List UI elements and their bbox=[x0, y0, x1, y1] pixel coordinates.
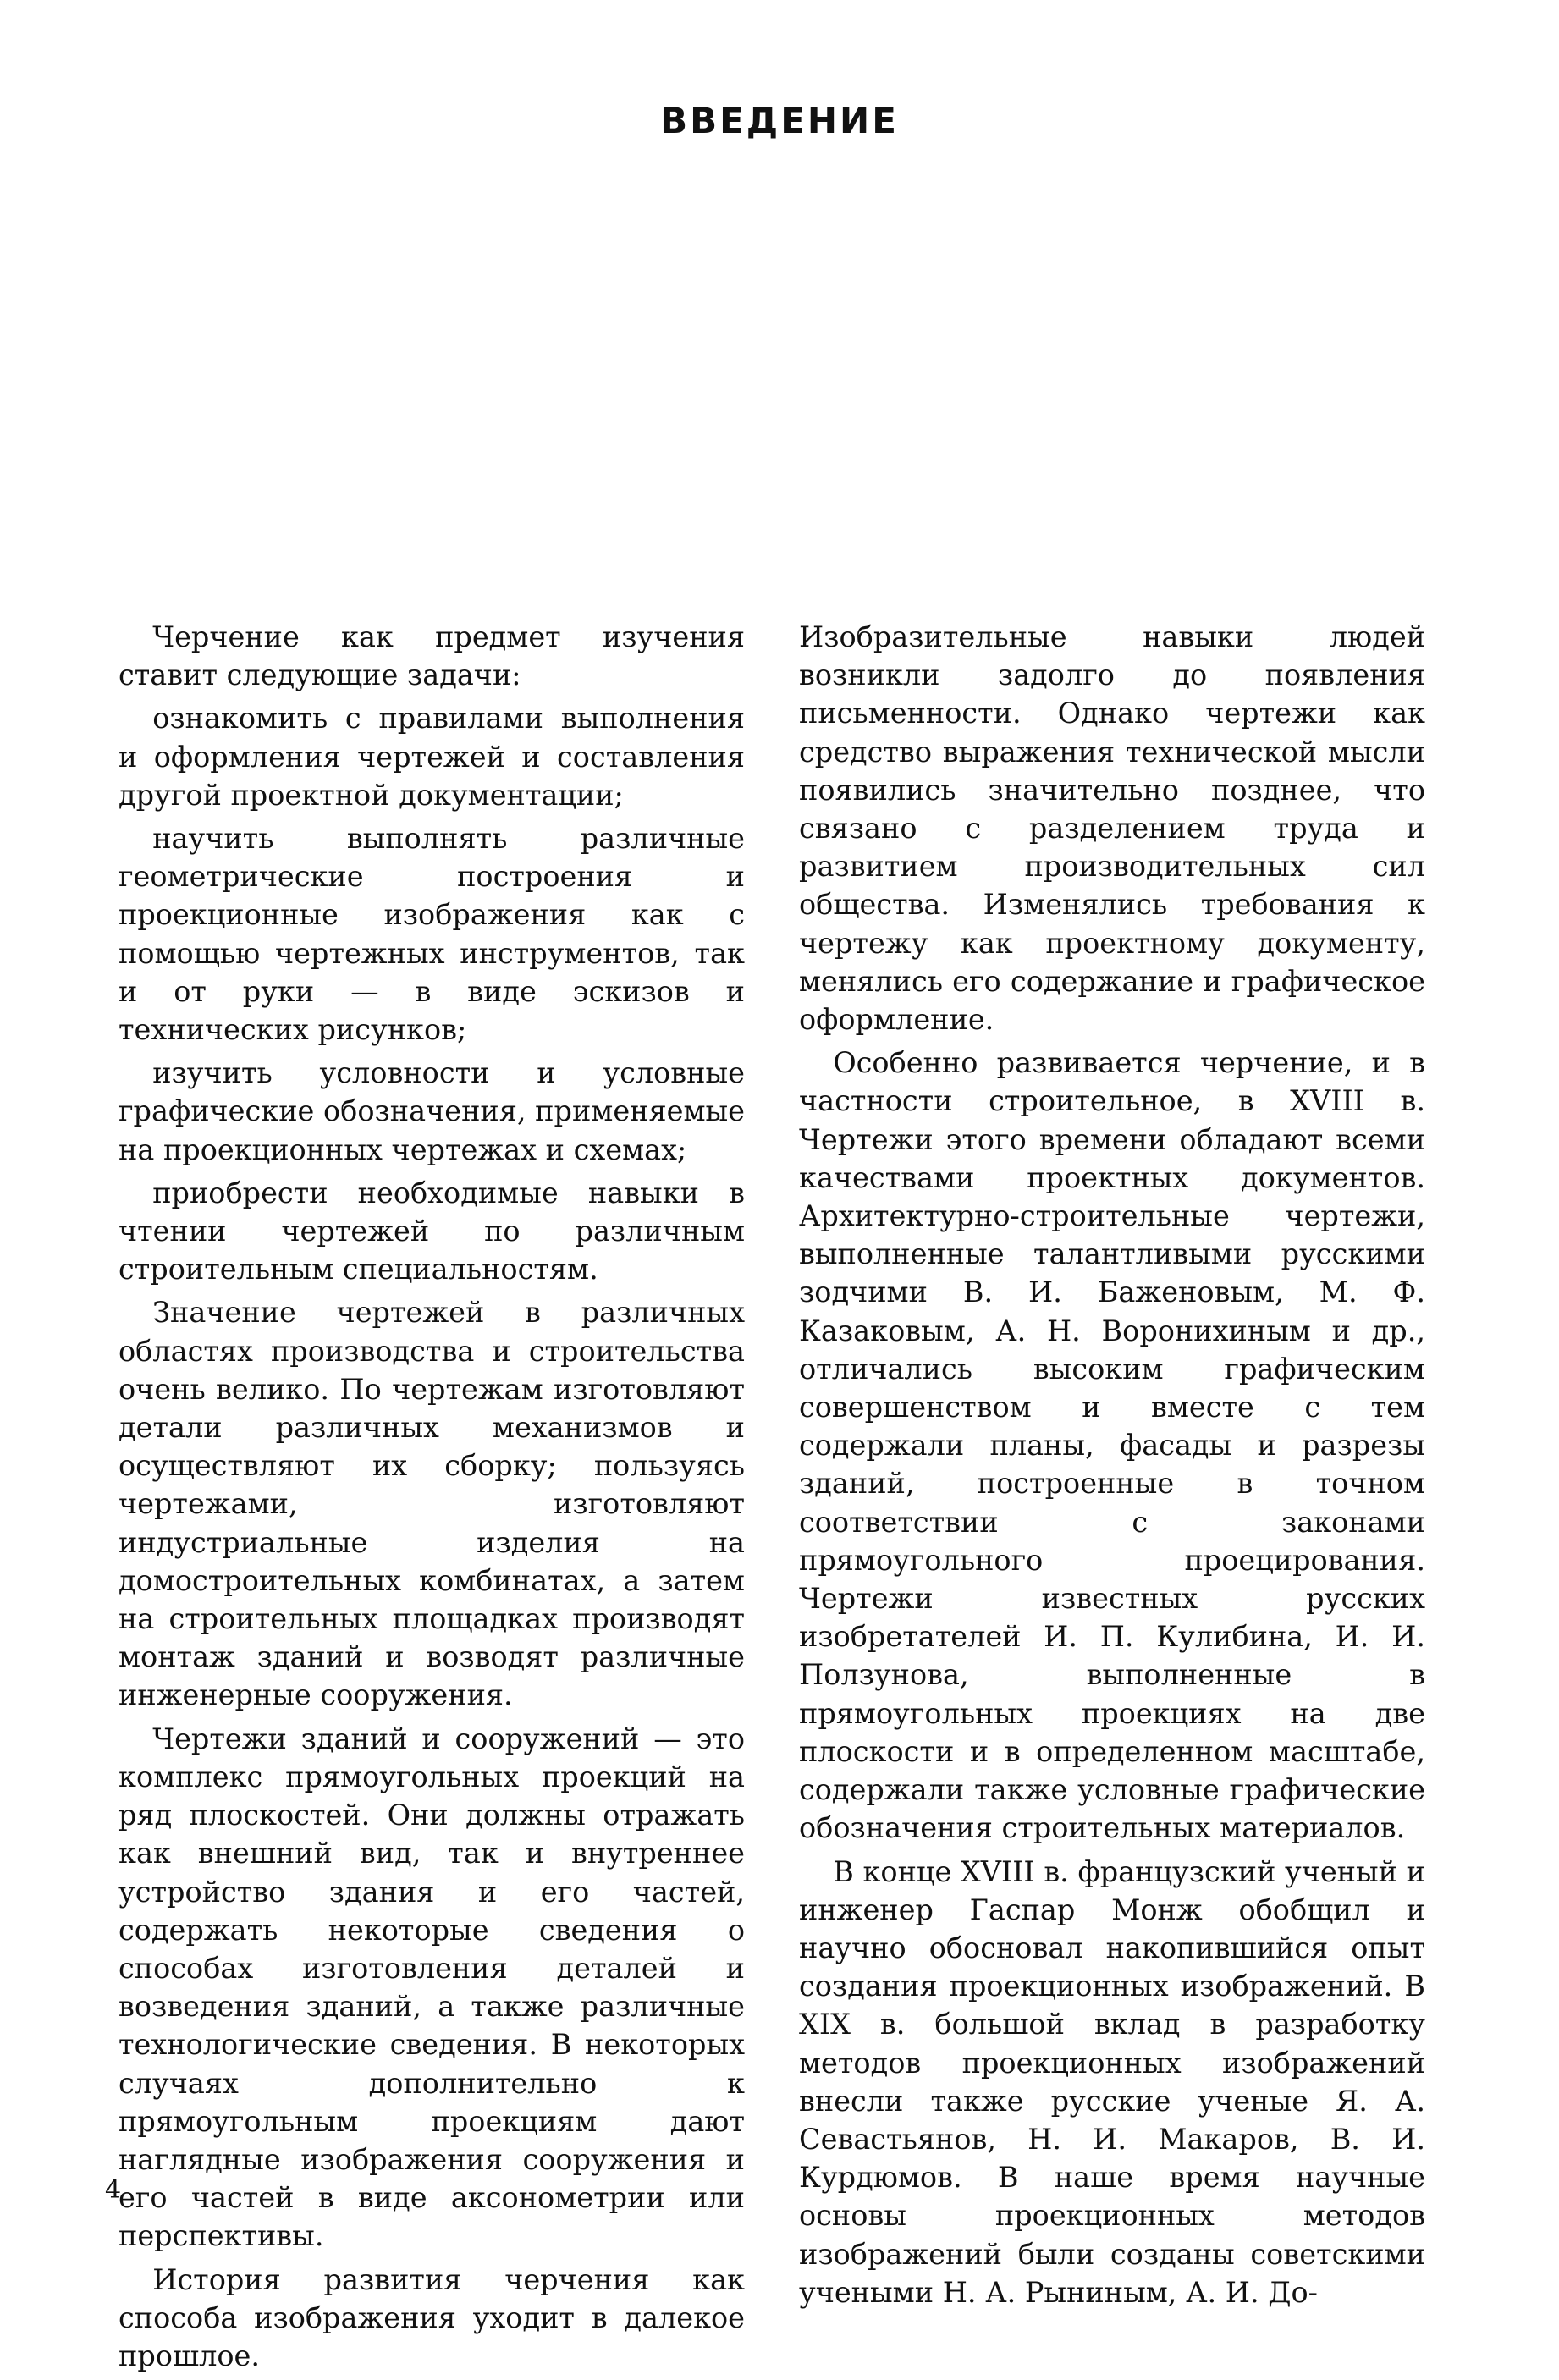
paragraph: В конце XVIII в. французский ученый и инженер Гаспар Монж обобщил и научно обосновал накопившийся опыт создания проекционных изображений. В XIX в. большой вклад в разработку методов проекционных изображений внесли также русские ученые Я. А. Севастьянов, Н. И. Макаров, В. И. Курдюмов. В наше время научные основы проекционных методов изображений были созданы советскими учеными Н. А. Рыниным, А. И. До- bbox=[799, 1854, 1425, 2309]
page-title: ВВЕДЕНИЕ bbox=[660, 100, 899, 141]
paragraph: Изобразительные навыки людей возникли задолго до появления письменности. Однако чертежи как средство выражения технической мысли появились значительно позднее, что связано с разделением труда и развитием производительных сил общества. Изменялись требования к чертежу как проектному документу, менялись его содержание и графическое оформление. bbox=[799, 620, 1425, 1037]
right-column bbox=[799, 618, 1425, 2317]
paragraph: Особенно развивается черчение, и в частности строительное, в XVIII в. Чертежи этого времени обладают всеми качествами проектных документов. Архитектурно-строительные чертежи, выполненные талантливыми русскими зодчими В. И. Баженовым, М. Ф. Казаковым, А. Н. Воронихиным и др., отличались высоким графическим совершенством и вместе с тем содержали планы, фасады и разрезы зданий, построенные в точном соответствии с законами прямоугольного проецирования. Чертежи известных русских изобретателей И. П. Кулибина, И. И. Ползунова, выполненные в прямоугольных проекциях на две плоскости и в определенном масштабе, содержали также условные графические обозначения строительных материалов. bbox=[799, 1046, 1425, 1845]
paragraph: Черчение как предмет изучения ставит следующие задачи: bbox=[118, 620, 745, 692]
paragraph: приобрести необходимые навыки в чтении чертежей по различным строительным специальностям. bbox=[118, 1176, 745, 1286]
paragraph: Чертежи зданий и сооружений — это комплекс прямоугольных проекций на ряд плоскостей. Они должны отражать как внешний вид, так и внутреннее устройство здания и его частей, содержать некоторые сведения о способах изготовления деталей и возведения зданий, а также различные технологические сведения. В некоторых случаях дополнительно к прямоугольным проекциям дают наглядные изображения сооружения и его частей в виде аксонометрии или перспективы. bbox=[118, 1722, 745, 2253]
paragraph: История развития черчения как способа изображения уходит в далекое прошлое. bbox=[118, 2262, 745, 2372]
paragraph: научить выполнять различные геометрические построения и проекционные изображения как с помощью чертежных инструментов, так и от руки — в виде эскизов и технических рисунков; bbox=[118, 822, 745, 1047]
page-number: 4 bbox=[105, 2175, 122, 2205]
paragraph: ознакомить с правилами выполнения и оформления чертежей и составления другой проектной документации; bbox=[118, 702, 745, 812]
left-column bbox=[118, 618, 745, 2380]
paragraph: Значение чертежей в различных областях производства и строительства очень велико. По чертежам изготовляют детали различных механизмов и осуществляют их сборку; пользуясь чертежами, изготовляют индустриальные изделия на домостроительных комбинатах, а затем на строительных площадках производят монтаж зданий и возводят различные инженерные сооружения. bbox=[118, 1296, 745, 1712]
paragraph: изучить условности и условные графические обозначения, применяемые на проекционных чертежах и схемах; bbox=[118, 1056, 745, 1166]
